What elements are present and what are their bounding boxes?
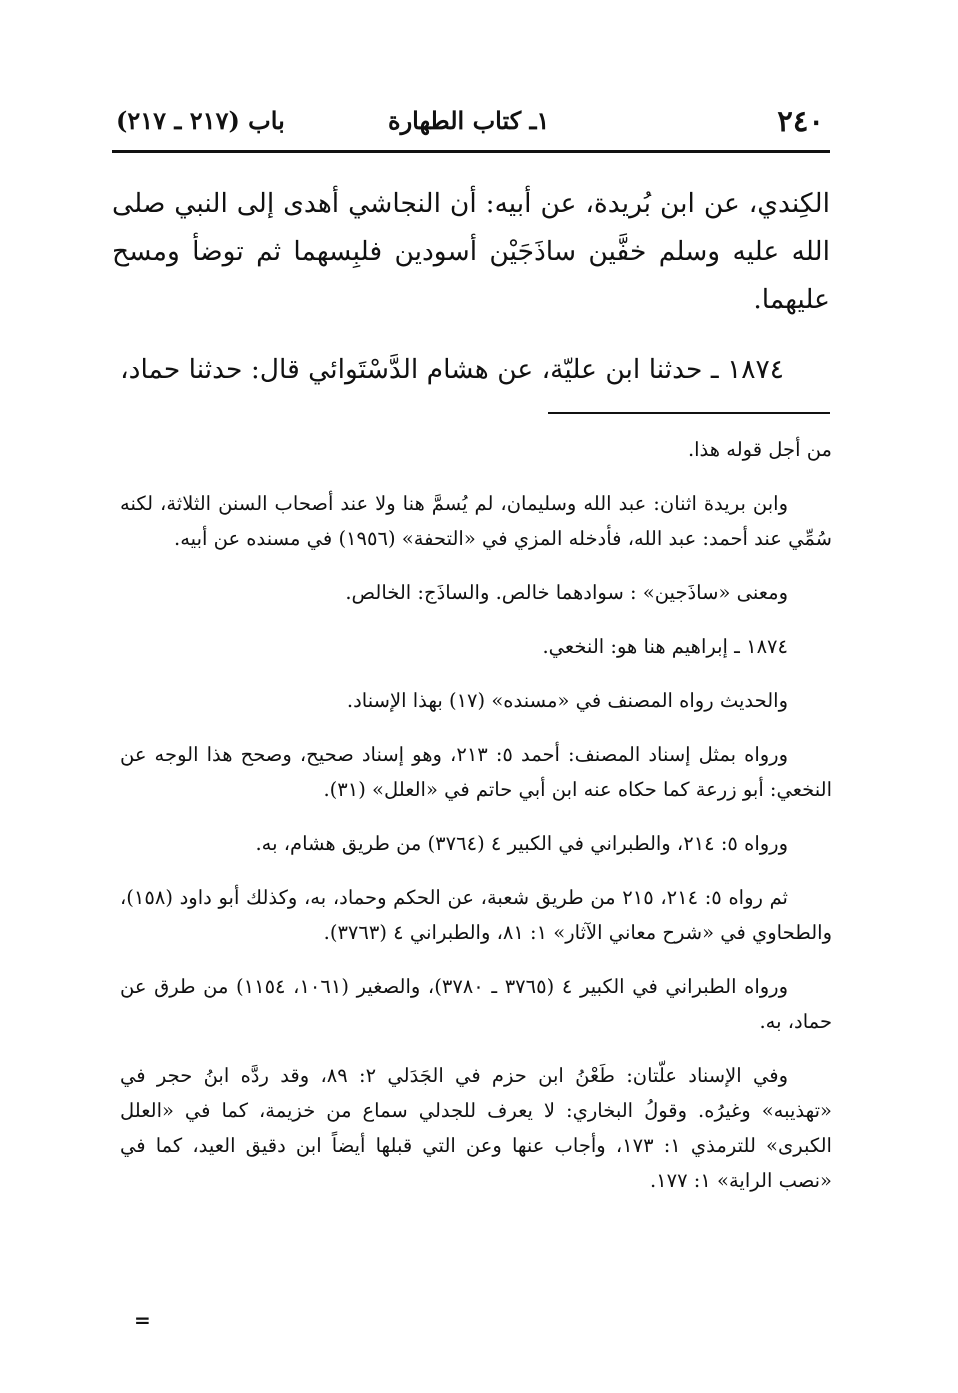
main-text <box>112 180 830 394</box>
hadith-paragraph: ١٨٧٤ ـ حدثنا ابن عليّة، عن هشام الدَّسْتَوائي قال: حدثنا حماد، <box>120 354 784 385</box>
page-header <box>112 104 830 144</box>
footnote-paragraph: من أجل قوله هذا. <box>687 438 832 461</box>
footnote-paragraph: ثم رواه ٥: ٢١٤، ٢١٥ من طريق شعبة، عن الحكم وحماد، به، وكذلك أبو داود (١٥٨)، والطحاوي في «شرح معاني الآثار» ١: ٨١، والطبراني ٤ (٣٧٦٣). <box>120 886 832 944</box>
header-divider <box>112 150 830 153</box>
main-paragraph: الكِندي، عن ابن بُريدة، عن أبيه: أن النجاشي أهدى إلى النبي صلى الله عليه وسلم خفَّين ساذَجَيْن أسودين فلبِسهما ثم توضأ ومسح عليهما. <box>112 188 830 315</box>
footnote-paragraph: ورواه الطبراني في الكبير ٤ (٣٧٦٥ ـ ٣٧٨٠)، والصغير (١٠٦١، ١١٥٤) من طرق عن حماد، به. <box>120 975 832 1033</box>
continuation-mark: = <box>134 1308 151 1332</box>
footnote-paragraph: ورواه ٥: ٢١٤، والطبراني في الكبير ٤ (٣٧٦٤) من طريق هشام، به. <box>255 832 788 855</box>
footnote-paragraph: وابن بريدة اثنان: عبد الله وسليمان، لم يُسمَّ هنا ولا عند أصحاب السنن الثلاثة، لكنه سُمِّي عند أحمد: عبد الله، فأدخله المزي في «التحفة» (١٩٥٦) في مسنده عن أبيه. <box>120 492 832 550</box>
footnote-divider <box>548 412 830 414</box>
book-title: ١ـ كتاب الطهارة <box>388 106 550 135</box>
chapter-heading: باب (٢١٧ ـ ٢١٧) <box>116 106 285 135</box>
footnote-paragraph: ورواه بمثل إسناد المصنف: أحمد ٥: ٢١٣، وهو إسناد صحيح، وصحح هذا الوجه عن النخعي: أبو زرعة كما حكاه عنه ابن أبي حاتم في «العلل» (٣١). <box>120 743 832 801</box>
footnote-paragraph: والحديث رواه المصنف في «مسنده» (١٧) بهذا الإسناد. <box>346 689 788 712</box>
footnote-paragraph: ١٨٧٤ ـ إبراهيم هنا هو: النخعي. <box>542 635 788 658</box>
footnotes <box>120 432 832 1217</box>
footnote-paragraph: ومعنى «ساذَجين» : سوادهما خالص. والساذَج: الخالص. <box>345 581 788 604</box>
footnote-paragraph: وفي الإسناد علّتان: طَعْنُ ابن حزم في الجَدَلي ٢: ٨٩، وقد ردَّه ابنُ حجر في «تهذيبه» وغيرُه. وقولُ البخاري: لا يعرف للجدلي سماع من خزيمة، كما في «العلل الكبرى» للترمذي ١: ١٧٣، وأجاب عنها وعن التي قبلها أيضاً ابن دقيق العيد، كما في «نصب الراية» ١: ١٧٧. <box>120 1064 832 1192</box>
page-number: ٢٤٠ <box>777 104 824 138</box>
